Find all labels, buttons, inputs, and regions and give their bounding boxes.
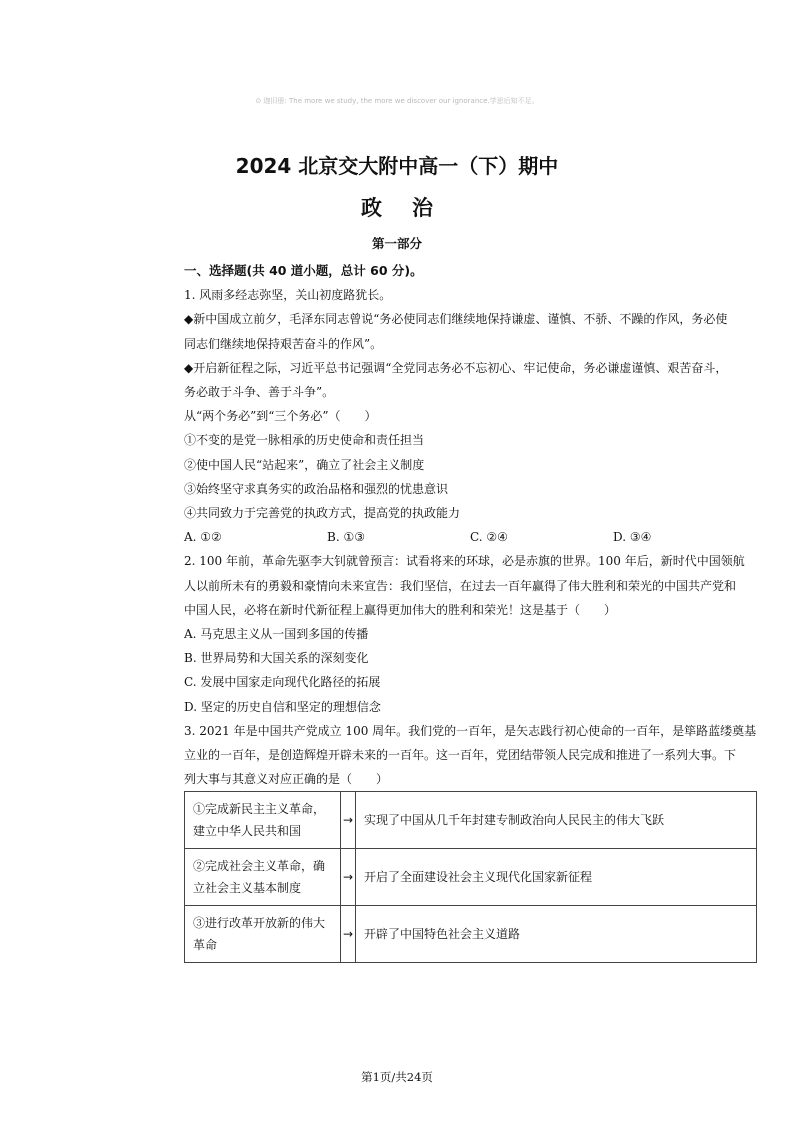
question-1-options [184, 525, 756, 549]
question-1-statement: ④共同致力于完善党的执政方式，提高党的执政能力 [184, 506, 461, 521]
arrow-icon: → [341, 906, 356, 963]
section-heading: 一、选择题(共 40 道小题，总计 60 分)。 [184, 263, 423, 278]
question-content [184, 259, 756, 791]
page-number: 第1页/共24页 [361, 1070, 433, 1084]
question-2-line: 中国人民，必将在新时代新征程上赢得更加伟大的胜利和荣光！这是基于（ ） [184, 602, 617, 617]
question-3-stem: 3. 2021 年是中国共产党成立 100 周年。我们党的一百年，是矢志践行初心使命的一百年，是筚路蓝缕奠基 [184, 723, 757, 738]
question-1-line: ◆新中国成立前夕，毛泽东同志曾说“务必使同志们继续地保持谦虚、谨慎、不骄、不躁的作风，务必使 [184, 312, 728, 327]
question-2 [184, 549, 756, 718]
arrow-icon: → [341, 849, 356, 906]
question-3 [184, 719, 756, 792]
option-b: B. ①③ [327, 530, 365, 545]
table-row [185, 849, 757, 906]
option-d: D. 坚定的历史自信和坚定的理想信念 [184, 699, 381, 714]
question-1-statement: ①不变的是党一脉相承的历史使命和责任担当 [184, 433, 425, 448]
meaning-cell: 开辟了中国特色社会主义道路 [356, 906, 757, 963]
option-c: C. ②④ [470, 530, 508, 545]
question-1-stem: 1. 风雨多经志弥坚，关山初度路犹长。 [184, 288, 392, 303]
event-cell: ①完成新民主主义革命，建立中华人民共和国 [185, 792, 341, 849]
question-2-line: 人以前所未有的勇毅和豪情向未来宣告：我们坚信，在过去一百年赢得了伟大胜利和荣光的中国共产党和 [184, 578, 737, 593]
option-a: A. ①② [184, 530, 222, 545]
arrow-icon: → [341, 792, 356, 849]
question-3-line: 列大事与其意义对应正确的是（ ） [184, 772, 389, 787]
question-1-statement: ②使中国人民“站起来”，确立了社会主义制度 [184, 457, 425, 472]
meaning-cell: 实现了中国从几千年封建专制政治向人民民主的伟大飞跃 [356, 792, 757, 849]
event-cell: ②完成社会主义革命，确立社会主义基本制度 [185, 849, 341, 906]
subject-title: 政治 [361, 196, 463, 220]
option-c: C. 发展中国家走向现代化路径的拓展 [184, 675, 381, 690]
table-row [185, 906, 757, 963]
exam-title: 2024 北京交大附中高一（下）期中 [235, 154, 559, 178]
part-heading: 第一部分 [371, 236, 422, 251]
question-1-line: 同志们继续地保持艰苦奋斗的作风”。 [184, 336, 383, 351]
question-1 [184, 283, 756, 549]
question-2-stem: 2. 100 年前，革命先驱李大钊就曾预言：试看将来的环球，必是赤旗的世界。100 年后，新时代中国领航 [184, 554, 745, 569]
question-3-line: 立业的一百年，是创造辉煌开辟未来的一百年。这一百年，党团结带领人民完成和推进了一系列大事。下 [184, 748, 737, 763]
question-1-line: 务必敢于斗争、善于斗争”。 [184, 385, 335, 400]
event-cell: ③进行改革开放新的伟大革命 [185, 906, 341, 963]
option-a: A. 马克思主义从一国到多国的传播 [184, 627, 369, 642]
question-1-prompt: 从“两个务必”到“三个务必”（ ） [184, 409, 377, 424]
option-b: B. 世界局势和大国关系的深刻变化 [184, 651, 369, 666]
question-1-statement: ③始终坚守求真务实的政治品格和强烈的忧患意识 [184, 481, 449, 496]
question-1-line: ◆开启新征程之际，习近平总书记强调“全党同志务必不忘初心、牢记使命，务必谦虚谨慎、艰苦奋斗， [184, 360, 728, 375]
meaning-cell: 开启了全面建设社会主义现代化国家新征程 [356, 849, 757, 906]
option-d: D. ③④ [613, 530, 652, 545]
event-meaning-table [184, 791, 757, 963]
watermark-text: ⊙ 迦旧册: The more we study, the more we discover our ignorance.学思后知不足。 [255, 97, 539, 105]
table-row [185, 792, 757, 849]
